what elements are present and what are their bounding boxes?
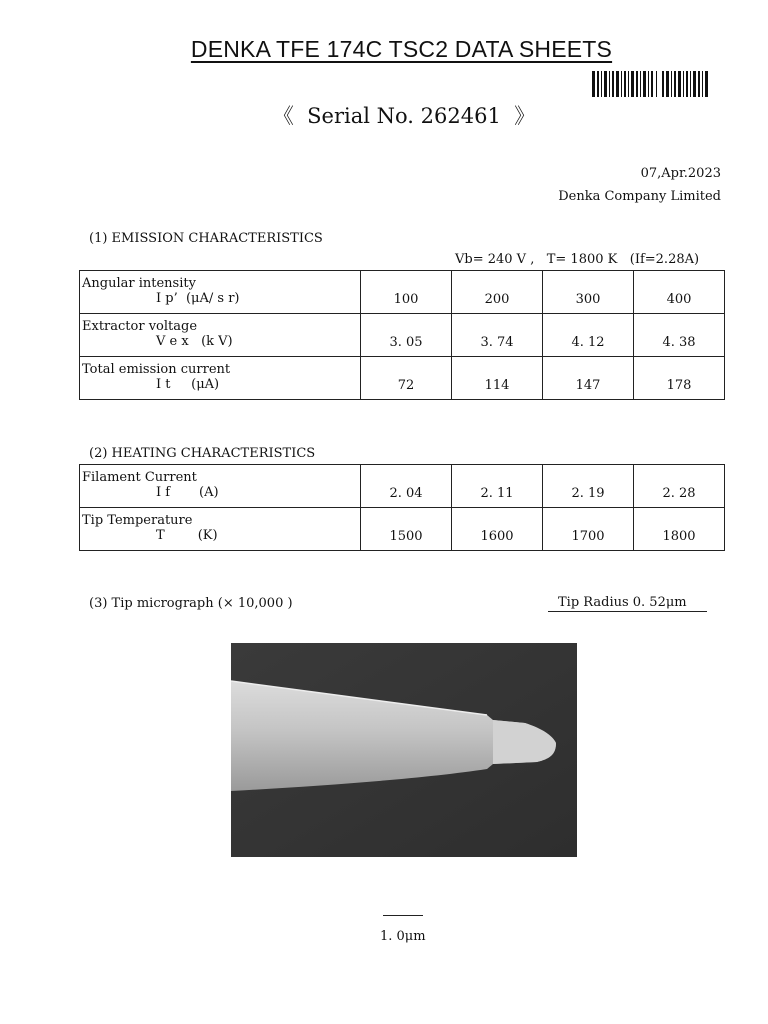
- row-label-cell: [80, 357, 361, 400]
- tip-micrograph-image: [231, 643, 577, 857]
- emission-conditions: Vb= 240 V , T= 1800 K (If=2.28A): [455, 252, 700, 267]
- row-label: Total emission current: [82, 362, 231, 377]
- table-row: [80, 508, 725, 551]
- emission-table: [79, 270, 725, 400]
- value-cell: 4. 38: [634, 314, 725, 357]
- table-row: [80, 465, 725, 508]
- row-symbol: I t (μA): [156, 377, 220, 392]
- micrograph-heading: (3) Tip micrograph (× 10,000 ): [89, 596, 293, 611]
- row-label: Extractor voltage: [82, 319, 198, 334]
- value-cell: 300: [543, 271, 634, 314]
- document-title: DENKA TFE 174C TSC2 DATA SHEETS: [190, 36, 613, 62]
- row-symbol: V e x (k V): [156, 334, 233, 349]
- value-cell: 72: [361, 357, 452, 400]
- table-row: [80, 271, 725, 314]
- row-label: Tip Temperature: [82, 513, 193, 528]
- serial-number: 《 Serial No. 262461 》: [272, 104, 536, 128]
- tip-radius: Tip Radius 0. 52μm: [548, 595, 707, 612]
- value-cell: 2. 04: [361, 465, 452, 508]
- table-row: [80, 357, 725, 400]
- heating-table: [79, 464, 725, 551]
- scale-bar-label: 1. 0μm: [380, 929, 426, 944]
- value-cell: 1700: [543, 508, 634, 551]
- value-cell: 114: [452, 357, 543, 400]
- value-cell: 4. 12: [543, 314, 634, 357]
- heating-heading: (2) HEATING CHARACTERISTICS: [89, 446, 316, 461]
- issue-date: 07,Apr.2023: [640, 166, 721, 181]
- row-label-cell: [80, 508, 361, 551]
- row-symbol: I p’ (μA/ s r): [156, 291, 240, 306]
- value-cell: 1500: [361, 508, 452, 551]
- row-symbol: I f (A): [156, 485, 219, 500]
- value-cell: 400: [634, 271, 725, 314]
- row-symbol: T (K): [156, 528, 218, 543]
- barcode: [592, 71, 710, 97]
- company-name: Denka Company Limited: [558, 189, 721, 204]
- value-cell: 2. 11: [452, 465, 543, 508]
- emission-heading: (1) EMISSION CHARACTERISTICS: [89, 231, 323, 246]
- row-label-cell: [80, 465, 361, 508]
- value-cell: 2. 28: [634, 465, 725, 508]
- row-label-cell: [80, 271, 361, 314]
- value-cell: 1800: [634, 508, 725, 551]
- table-row: [80, 314, 725, 357]
- value-cell: 3. 74: [452, 314, 543, 357]
- value-cell: 2. 19: [543, 465, 634, 508]
- value-cell: 178: [634, 357, 725, 400]
- scale-bar: [383, 915, 423, 916]
- row-label-cell: [80, 314, 361, 357]
- value-cell: 3. 05: [361, 314, 452, 357]
- value-cell: 100: [361, 271, 452, 314]
- value-cell: 1600: [452, 508, 543, 551]
- row-label: Angular intensity: [82, 276, 196, 291]
- value-cell: 200: [452, 271, 543, 314]
- value-cell: 147: [543, 357, 634, 400]
- row-label: Filament Current: [82, 470, 197, 485]
